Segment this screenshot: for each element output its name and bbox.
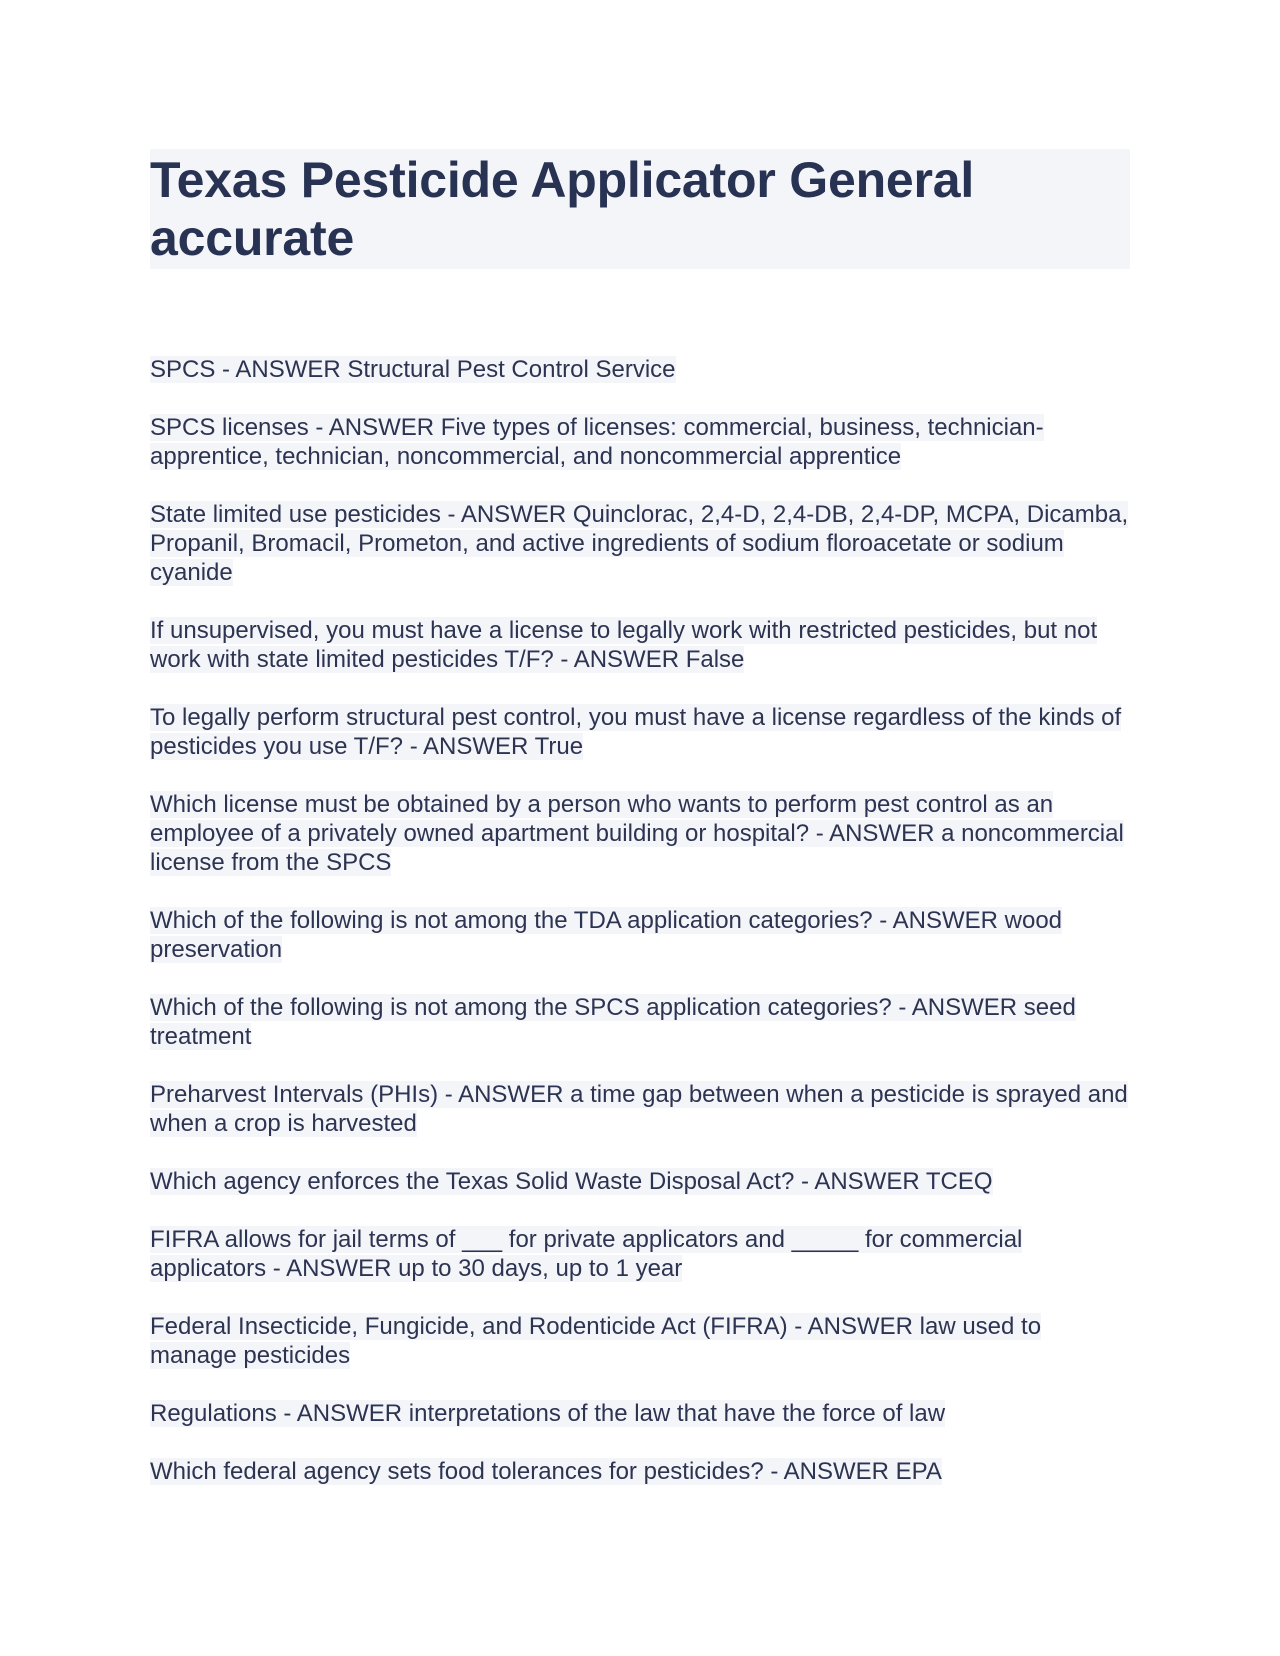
- qa-item: [150, 616, 1130, 674]
- qa-item: [150, 413, 1130, 471]
- qa-text: Federal Insecticide, Fungicide, and Rodenticide Act (FIFRA) - ANSWER law used to manage pesticides: [150, 1313, 1042, 1369]
- qa-item: [150, 906, 1130, 964]
- qa-text: Regulations - ANSWER interpretations of the law that have the force of law: [150, 1400, 946, 1427]
- qa-list: [150, 355, 1130, 1486]
- qa-text: Which of the following is not among the SPCS application categories? - ANSWER seed treatment: [150, 994, 1076, 1050]
- qa-item: [150, 355, 1130, 384]
- qa-item: [150, 1399, 1130, 1428]
- qa-text: To legally perform structural pest control, you must have a license regardless of the kinds of pesticides you use T/F? - ANSWER True: [150, 704, 1122, 760]
- qa-item: [150, 500, 1130, 587]
- qa-item: [150, 703, 1130, 761]
- qa-text: Which agency enforces the Texas Solid Waste Disposal Act? - ANSWER TCEQ: [150, 1168, 993, 1195]
- title-block: [150, 149, 1130, 269]
- qa-item: [150, 1167, 1130, 1196]
- qa-item: [150, 1457, 1130, 1486]
- qa-text: If unsupervised, you must have a license to legally work with restricted pesticides, but not work with state limited pesticides T/F? - ANSWER False: [150, 617, 1098, 673]
- qa-text: SPCS licenses - ANSWER Five types of licenses: commercial, business, technician-apprentice, technician, noncommercial, and noncommercial apprentice: [150, 414, 1044, 470]
- document-title: Texas Pesticide Applicator General accurate: [150, 152, 975, 266]
- qa-text: Preharvest Intervals (PHIs) - ANSWER a time gap between when a pesticide is sprayed and when a crop is harvested: [150, 1081, 1128, 1137]
- qa-item: [150, 1225, 1130, 1283]
- qa-text: Which federal agency sets food tolerances for pesticides? - ANSWER EPA: [150, 1458, 942, 1485]
- qa-text: FIFRA allows for jail terms of ___ for private applicators and _____ for commercial applicators - ANSWER up to 30 days, up to 1 year: [150, 1226, 1023, 1282]
- qa-text: Which of the following is not among the TDA application categories? - ANSWER wood preservation: [150, 907, 1063, 963]
- qa-text: SPCS - ANSWER Structural Pest Control Service: [150, 356, 676, 383]
- qa-text: State limited use pesticides - ANSWER Quinclorac, 2,4-D, 2,4-DB, 2,4-DP, MCPA, Dicamba, Propanil, Bromacil, Prometon, and active ingredients of sodium floroacetate or sodium cyanide: [150, 501, 1129, 586]
- qa-item: [150, 993, 1130, 1051]
- qa-item: [150, 1080, 1130, 1138]
- qa-item: [150, 790, 1130, 877]
- qa-item: [150, 1312, 1130, 1370]
- qa-text: Which license must be obtained by a person who wants to perform pest control as an employee of a privately owned apartment building or hospital? - ANSWER a noncommercial license from the SPCS: [150, 791, 1124, 876]
- document-page: [150, 149, 1130, 1515]
